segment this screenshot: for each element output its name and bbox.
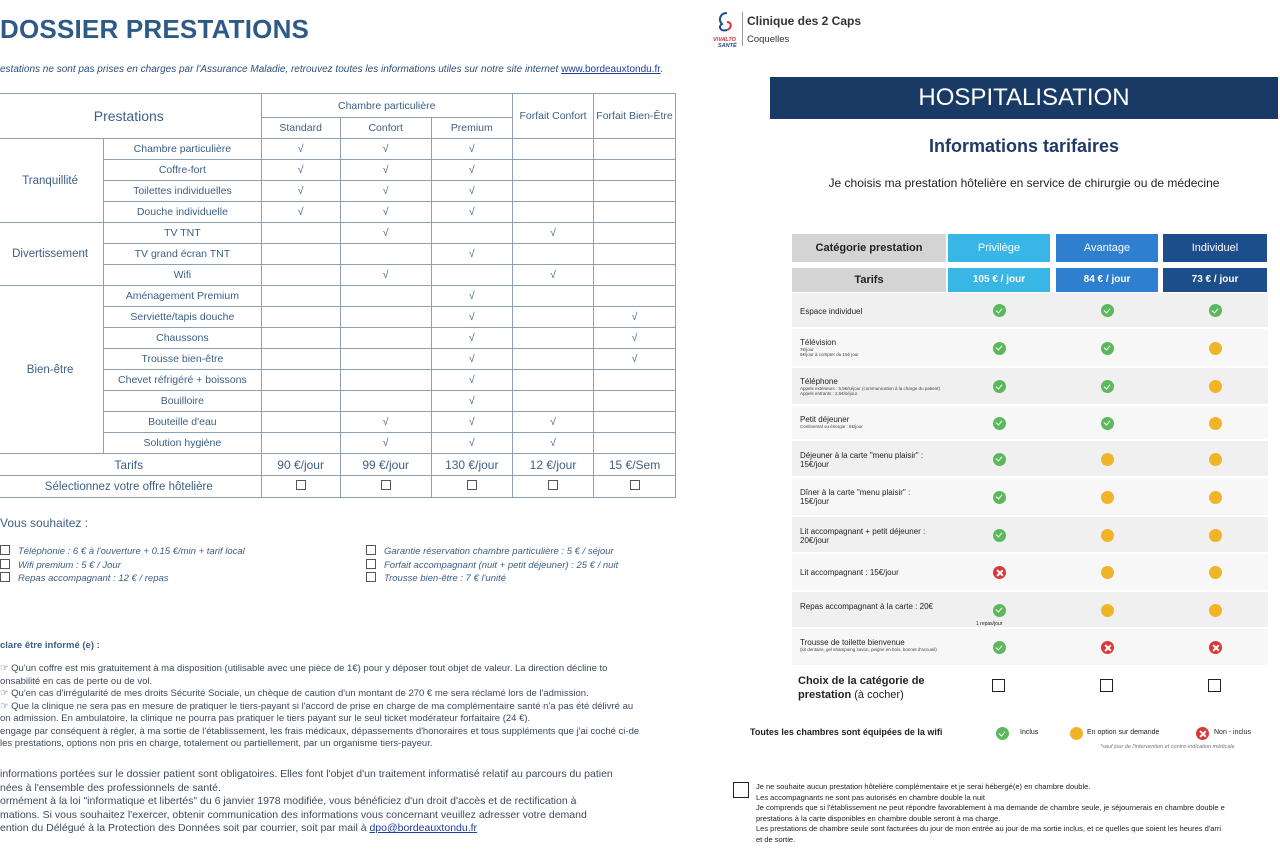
category-checkbox[interactable] (1100, 679, 1113, 692)
intro-note: estations ne sont pas prises en charges par l'Assurance Maladie, retrouvez toutes les informations utiles sur notre site internet www.bordeauxtondu.fr. (0, 64, 664, 75)
check-mark: √ (431, 412, 512, 433)
option-label: Wifi premium : 5 € / Jour (18, 559, 121, 571)
check-mark: √ (431, 391, 512, 412)
header-chambre-particuliere: Chambre particulière (261, 94, 512, 118)
category-0: Privilège (948, 234, 1050, 262)
check-mark (594, 391, 676, 412)
row-detail: Appels entrants : 2,5€/séjour (800, 391, 858, 396)
footer-notice (756, 782, 1225, 845)
row-detail: 7€/jour (800, 347, 814, 352)
dpo-email-link[interactable]: dpo@bordeauxtondu.fr (369, 822, 478, 834)
check-mark: √ (261, 139, 340, 160)
tarif-value: 90 €/jour (261, 454, 340, 476)
row-detail: (kit dentaire, gel shampoing savon, peigne en bois, bonnet d'accueil) (800, 647, 937, 652)
option-icon (1209, 417, 1222, 430)
check-mark (594, 370, 676, 391)
check-mark (594, 433, 676, 454)
check-mark (261, 349, 340, 370)
check-mark (261, 433, 340, 454)
check-mark (594, 412, 676, 433)
category-checkbox[interactable] (1208, 679, 1221, 692)
check-mark (261, 244, 340, 265)
check-mark (512, 370, 593, 391)
check-mark (512, 181, 593, 202)
declare-title: clare être informé (e) : (0, 640, 100, 651)
check-mark: √ (512, 265, 593, 286)
check-mark: √ (340, 433, 431, 454)
group-0: Tranquillité (0, 139, 104, 223)
check-mark (594, 286, 676, 307)
declaration-paragraphs (0, 663, 680, 751)
select-offer-label: Sélectionnez votre offre hôtelière (0, 476, 261, 498)
not-included-icon (993, 566, 1006, 579)
offer-cell (261, 476, 340, 498)
row-title: Télévision (800, 338, 837, 347)
included-icon (993, 342, 1006, 355)
check-mark (512, 244, 593, 265)
check-mark (512, 286, 593, 307)
offer-checkbox[interactable] (630, 480, 640, 490)
row-label: Chaussons (104, 328, 261, 349)
paragraph-line: nées à l'ensemble des professionnels de santé. (0, 781, 221, 794)
option-icon (1209, 491, 1222, 504)
option-label: Trousse bien-être : 7 € l'unité (384, 573, 507, 584)
included-icon (993, 641, 1006, 654)
wish-title: Vous souhaitez : (0, 516, 89, 530)
option-left (0, 545, 245, 557)
prestations-table (0, 93, 676, 498)
check-mark (261, 412, 340, 433)
option-label: Repas accompagnant : 12 € / repas (18, 573, 169, 584)
offer-cell (340, 476, 431, 498)
svg-text:VIVALTO: VIVALTO (713, 37, 736, 43)
row-title: Déjeuner à la carte "menu plaisir" : 15€/jour (800, 451, 924, 469)
tarif-value: 12 €/jour (512, 454, 593, 476)
check-mark (261, 286, 340, 307)
included-icon (1101, 342, 1114, 355)
paragraph-line: mations. Si vous souhaitez l'exercer, obtenir communication des informations vous concernant veuillez adresser votre demand (0, 808, 587, 821)
check-mark: √ (594, 349, 676, 370)
check-mark (261, 370, 340, 391)
included-icon (993, 304, 1006, 317)
vivalto-logo-icon (712, 10, 742, 50)
row-label: Toilettes individuelles (104, 181, 261, 202)
legend-option: En option sur demande (1087, 729, 1160, 736)
footer-line: Je ne souhaite aucun prestation hôtelière complémentaire et je serai hébergé(e) en chambre double. (756, 782, 1091, 791)
header-forfait-confort: Forfait Confort (512, 94, 593, 139)
paragraph-line: on admission. En ambulatoire, la clinique ne pourra pas pratiquer le tiers payant sur le seul ticket modérateur forfaitaire (24 €). (0, 713, 531, 724)
row-label: TV TNT (104, 223, 261, 244)
offer-checkbox[interactable] (548, 480, 558, 490)
legend-included-icon (996, 727, 1009, 740)
tariff-subtitle: Informations tarifaires (928, 136, 1120, 156)
check-mark: √ (261, 202, 340, 223)
paragraph-line: ☞ Que la clinique ne sera pas en mesure de pratiquer le tiers-payant si l'accord de prise en charge de ma complémentaire santé n'a pas été délivré au (0, 700, 634, 712)
option-icon (1101, 529, 1114, 542)
included-icon (1101, 304, 1114, 317)
paragraph-line: informations portées sur le dossier patient sont obligatoires. Elles font l'objet d'un traitement informatisé relatif au parcours du patien (0, 768, 613, 780)
offer-cell (512, 476, 593, 498)
option-right (366, 559, 618, 571)
option-label: Forfait accompagnant (nuit + petit déjeuner) : 25 € / nuit (384, 559, 619, 571)
check-mark (512, 307, 593, 328)
option-icon (1209, 529, 1222, 542)
choice-label-text: Choix de la catégorie de prestation (798, 675, 925, 701)
tarifs-label: Tarifs (0, 454, 261, 476)
no-hotel-service-checkbox[interactable] (733, 782, 749, 798)
row-label: Aménagement Premium (104, 286, 261, 307)
row-label: Bouteille d'eau (104, 412, 261, 433)
option-label: Téléphonie : 6 € à l'ouverture + 0.15 €/min + tarif local (18, 546, 245, 557)
check-mark (340, 391, 431, 412)
check-mark: √ (431, 202, 512, 223)
hospitalisation-banner: HOSPITALISATION (770, 77, 1278, 119)
paragraph-line: engage par conséquent à régler, à ma sortie de l'établissement, les frais médicaux, dépassements d'honoraires et tous suppléments que j'ai coché ci-de (0, 725, 640, 737)
paragraph-line: onsabilité en cas de perte ou de vol. (0, 675, 153, 687)
check-mark (261, 223, 340, 244)
choice-suffix: (à cocher) (854, 689, 904, 701)
check-mark: √ (431, 244, 512, 265)
option-label: Garantie réservation chambre particulière : 5 € / séjour (384, 546, 614, 557)
offer-checkbox[interactable] (296, 480, 306, 490)
row-title: Trousse de toilette bienvenue (800, 638, 905, 647)
check-mark (512, 349, 593, 370)
option-icon (1209, 604, 1222, 617)
option-left (0, 559, 121, 571)
check-mark (261, 265, 340, 286)
option-icon (1101, 453, 1114, 466)
row-label (800, 338, 940, 357)
group-2: Bien-être (0, 286, 104, 454)
option-icon (1209, 566, 1222, 579)
dossier-title: DOSSIER PRESTATIONS (0, 14, 310, 44)
option-icon (1101, 566, 1114, 579)
check-mark: √ (340, 412, 431, 433)
check-mark: √ (261, 181, 340, 202)
check-mark (431, 223, 512, 244)
row-label (800, 568, 940, 577)
check-mark (594, 202, 676, 223)
row-label: Coffre-fort (104, 160, 261, 181)
price-2: 73 € / jour (1163, 268, 1267, 292)
tarif-value: 130 €/jour (431, 454, 512, 476)
option-right (366, 545, 614, 557)
option-icon (1101, 604, 1114, 617)
row-label (800, 638, 940, 652)
category-1: Avantage (1056, 234, 1158, 262)
footer-line: Je comprends que si l'établissement ne peut répondre favorablement à ma demande de chambre seule, je séjournerais en chambre double e (756, 803, 1225, 812)
offer-cell (594, 476, 676, 498)
row-detail: 6€/jour à compter du 15è jour (800, 352, 859, 357)
included-icon (1101, 417, 1114, 430)
choice-label (798, 674, 948, 702)
category-label: Catégorie prestation (792, 234, 946, 262)
check-mark (261, 391, 340, 412)
option-checkbox[interactable] (366, 545, 376, 555)
paragraph-line: ☞ Qu'en cas d'irrégularité de mes droits Sécurité Sociale, un chèque de caution d'un montant de 270 € me sera réclamé lors de l'admission. (0, 688, 589, 699)
wifi-note: Toutes les chambres sont équipées de la wifi (750, 727, 943, 737)
row-note: 1 repas/jour (976, 621, 1003, 627)
tarif-value: 99 €/jour (340, 454, 431, 476)
not-included-icon (1101, 641, 1114, 654)
option-checkbox[interactable] (366, 572, 376, 582)
footer-line: et de sortie. (756, 834, 796, 844)
category-checkbox[interactable] (992, 679, 1005, 692)
row-label: Serviette/tapis douche (104, 307, 261, 328)
check-mark: √ (340, 223, 431, 244)
right-document (700, 0, 1280, 850)
included-icon (1209, 304, 1222, 317)
row-label: Trousse bien-être (104, 349, 261, 370)
check-mark (512, 328, 593, 349)
check-mark (512, 202, 593, 223)
check-mark: √ (431, 433, 512, 454)
check-mark (594, 265, 676, 286)
group-1: Divertissement (0, 223, 104, 286)
check-mark (261, 328, 340, 349)
check-mark (594, 244, 676, 265)
check-mark: √ (431, 328, 512, 349)
header-premium: Premium (431, 118, 512, 139)
legend-option-icon (1070, 727, 1083, 740)
included-icon (993, 380, 1006, 393)
offer-checkbox[interactable] (467, 480, 477, 490)
paragraph-line: les prestations, options non pris en charge, totalement ou partiellement, par un organisme tiers-payeur. (0, 738, 433, 749)
privacy-paragraphs (0, 768, 680, 836)
check-mark: √ (431, 370, 512, 391)
included-icon (993, 453, 1006, 466)
check-mark (512, 160, 593, 181)
row-label (800, 527, 940, 545)
option-icon (1101, 491, 1114, 504)
check-mark (594, 181, 676, 202)
check-mark (261, 307, 340, 328)
check-mark: √ (594, 307, 676, 328)
check-mark (340, 370, 431, 391)
row-label (800, 377, 940, 396)
check-mark (594, 223, 676, 244)
category-2: Individuel (1163, 234, 1267, 262)
check-mark: √ (431, 307, 512, 328)
row-label: Wifi (104, 265, 261, 286)
footer-line: Les accompagnants ne sont pas autorisés en chambre double la nuit (756, 792, 985, 802)
paragraph-line: ☞ Qu'un coffre est mis gratuitement à ma disposition (utilisable avec une pièce de 1€) pour y déposer tout objet de valeur. La direction décline to (0, 663, 608, 674)
header-forfait-bien-etre: Forfait Bien-Être (594, 94, 676, 139)
not-included-icon (1209, 641, 1222, 654)
check-mark: √ (431, 139, 512, 160)
option-left (0, 572, 169, 584)
row-label (800, 602, 940, 611)
check-mark: √ (340, 265, 431, 286)
check-mark: √ (340, 202, 431, 223)
clinic-name: Clinique des 2 Caps (747, 14, 862, 28)
included-icon (1101, 380, 1114, 393)
clinic-city: Coquelles (747, 34, 790, 45)
option-checkbox[interactable] (0, 545, 10, 555)
check-mark (340, 286, 431, 307)
check-mark: √ (431, 181, 512, 202)
choice-instruction: Je choisis ma prestation hôtelière en service de chirurgie ou de médecine (828, 176, 1220, 190)
tarif-value: 15 €/Sem (594, 454, 676, 476)
included-icon (993, 604, 1006, 617)
check-mark: √ (594, 328, 676, 349)
legend-option-note: *sauf jour de l'intervention et contre-indication médicale (1100, 744, 1235, 750)
included-icon (993, 491, 1006, 504)
row-label (800, 488, 940, 506)
row-label (800, 415, 940, 429)
check-mark: √ (340, 160, 431, 181)
check-mark: √ (340, 181, 431, 202)
row-title: Espace individuel (800, 307, 863, 316)
row-title: Repas accompagnant à la carte : 20€ (800, 602, 933, 611)
check-mark (594, 160, 676, 181)
row-label: Bouilloire (104, 391, 261, 412)
option-icon (1209, 453, 1222, 466)
option-icon (1209, 342, 1222, 355)
check-mark: √ (512, 433, 593, 454)
check-mark (340, 307, 431, 328)
paragraph-line: ention du Délégué à la Protection des Données soit par courrier, soit par mail à dpo@bordeauxtondu.fr (0, 822, 478, 834)
price-1: 84 € / jour (1056, 268, 1158, 292)
option-checkbox[interactable] (0, 559, 10, 569)
footer-line: prestations à la carte disponibles en chambre double seront à ma charge. (756, 813, 1001, 823)
row-label: Chevet réfrigéré + boissons (104, 370, 261, 391)
footer-line: Les prestations de chambre seule sont facturées du jour de mon entrée au jour de ma sortie inclus, et ce quelles que soient les heures d'arri (756, 824, 1222, 833)
option-icon (1209, 380, 1222, 393)
row-detail: Appels extérieurs : 5,5€/séjour (communication à la charge du patient) (800, 386, 940, 391)
paragraph-line: ormément à la loi "informatique et libertés" du 6 janvier 1978 modifiée, vous bénéficiez d'un droit d'accès et de rectification à (0, 795, 577, 807)
check-mark: √ (431, 349, 512, 370)
header-prestations: Prestations (0, 94, 261, 139)
check-mark: √ (512, 412, 593, 433)
check-mark (512, 139, 593, 160)
check-mark (431, 265, 512, 286)
included-icon (993, 417, 1006, 430)
row-title: Petit déjeuner (800, 415, 850, 424)
website-link[interactable]: www.bordeauxtondu.fr (561, 64, 661, 75)
check-mark (594, 139, 676, 160)
row-label: Douche individuelle (104, 202, 261, 223)
check-mark (340, 244, 431, 265)
row-title: Téléphone (800, 377, 838, 386)
included-icon (993, 529, 1006, 542)
check-mark: √ (512, 223, 593, 244)
offer-cell (431, 476, 512, 498)
header-standard: Standard (261, 118, 340, 139)
legend-not-included: Non - inclus (1214, 729, 1251, 736)
check-mark (340, 328, 431, 349)
row-detail: Continental ou énergie : 6€/jour (800, 424, 863, 429)
check-mark: √ (340, 139, 431, 160)
legend-included: Inclus (1020, 729, 1039, 736)
price-0: 105 € / jour (948, 268, 1050, 292)
svg-text:SANTÉ: SANTÉ (718, 43, 737, 49)
check-mark (340, 349, 431, 370)
legend-not-included-icon (1196, 727, 1209, 740)
row-title: Dîner à la carte "menu plaisir" : 15€/jour (800, 488, 911, 506)
option-checkbox[interactable] (0, 572, 10, 582)
check-mark: √ (261, 160, 340, 181)
row-label (800, 451, 940, 469)
check-mark (512, 391, 593, 412)
tarifs-label: Tarifs (792, 268, 946, 292)
option-right (366, 572, 506, 584)
header-confort: Confort (340, 118, 431, 139)
row-label (800, 307, 940, 316)
option-checkbox[interactable] (366, 559, 376, 569)
row-label: Solution hygiène (104, 433, 261, 454)
row-title: Lit accompagnant : 15€/jour (800, 568, 899, 577)
row-label: TV grand écran TNT (104, 244, 261, 265)
check-mark: √ (431, 160, 512, 181)
row-title: Lit accompagnant + petit déjeuner : 20€/jour (800, 527, 926, 545)
logo-divider (742, 12, 743, 46)
row-label: Chambre particulière (104, 139, 261, 160)
check-mark: √ (431, 286, 512, 307)
offer-checkbox[interactable] (381, 480, 391, 490)
